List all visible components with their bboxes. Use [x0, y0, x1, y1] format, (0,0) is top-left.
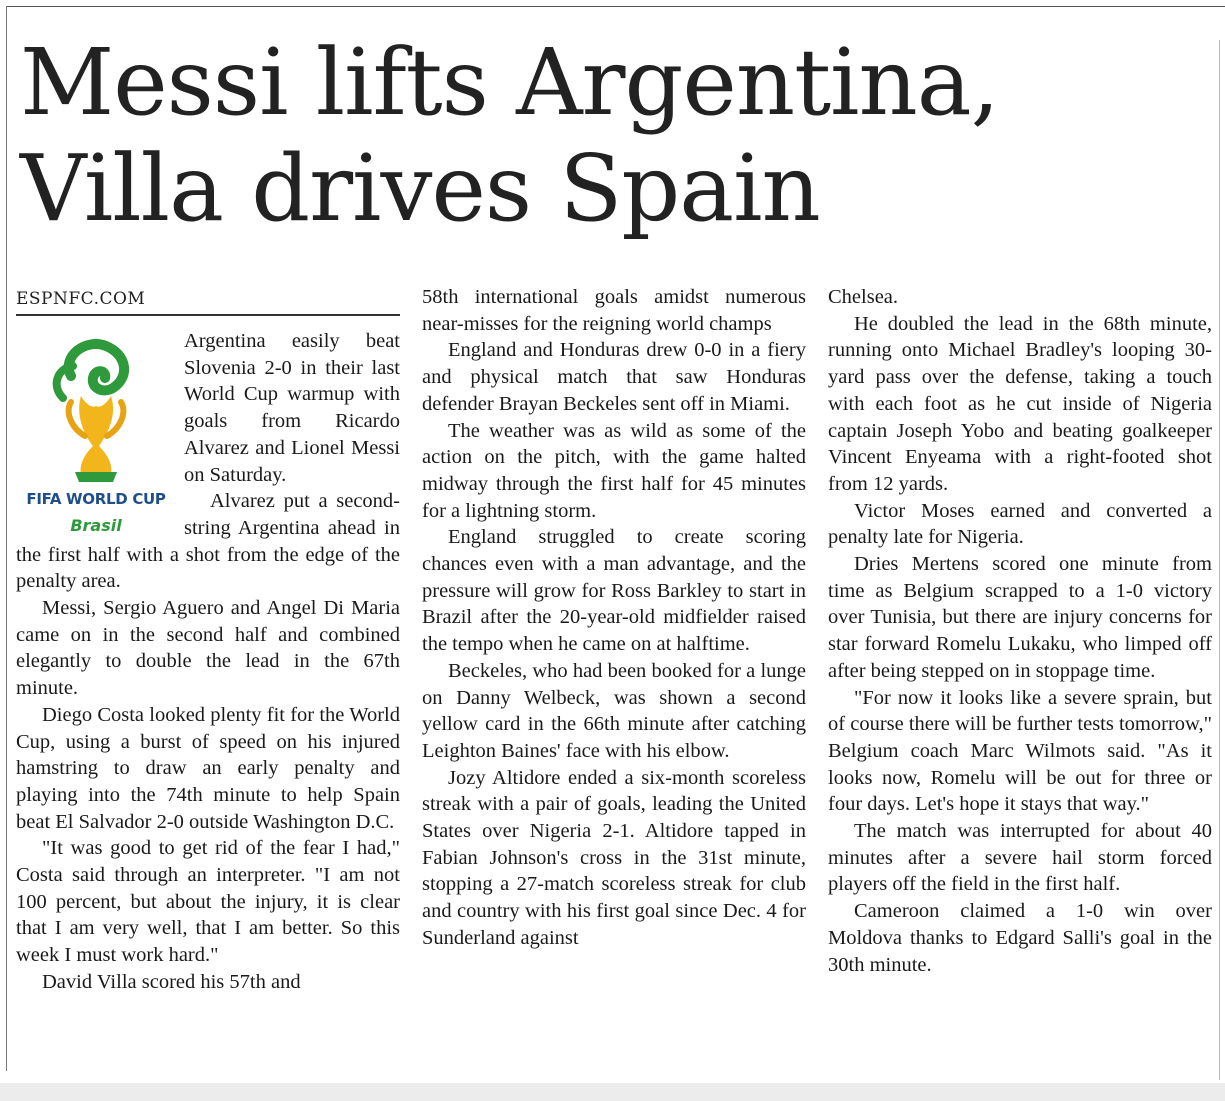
- logo-title: FIFA WORLD CUP: [26, 490, 166, 508]
- source-byline: ESPNFC.COM: [16, 289, 146, 309]
- paragraph: Argentina easily beat Slovenia 2-0 in their last World Cup warmup with goals from Ricardo Alvarez and Lionel Messi on Saturday.: [184, 330, 400, 486]
- paragraph: Chelsea.: [828, 286, 899, 308]
- left-rule: [6, 6, 7, 1071]
- paragraph: 58th international goals amidst numerous near-misses for the reigning world champs: [422, 286, 806, 335]
- paragraph: "For now it looks like a severe sprain, but of course there will be further tests tomorrow," Belgium coach Marc Wilmots said. "As it looks now, Romelu will be out for three or four days. Let's hope it stays that way.": [828, 686, 1212, 816]
- article-column-1: [16, 284, 400, 996]
- paragraph: England struggled to create scoring chances even with a man advantage, and the pressure will grow for Ross Barkley to start in Brazil after the 20-year-old midfielder raised the tempo when he came on at halftime.: [422, 526, 806, 656]
- paragraph: Alvarez put a second-string Argentina ahead in the first half with a shot from the edge of the penalty area.: [16, 490, 400, 593]
- headline: [20, 30, 1210, 242]
- logo-subtitle: Brasil: [70, 515, 122, 535]
- paragraph: Cameroon claimed a 1-0 win over Moldova thanks to Edgard Salli's goal in the 30th minute.: [828, 900, 1212, 976]
- paragraph: Messi, Sergio Aguero and Angel Di Maria came on in the second half and combined elegantly to double the lead in the 67th minute.: [16, 597, 400, 700]
- top-rule: [6, 6, 1225, 7]
- headline-line-2: Villa drives Spain: [20, 135, 820, 242]
- right-rule: [1219, 40, 1220, 1080]
- page-bottom-edge: [0, 1083, 1225, 1101]
- paragraph: Beckeles, who had been booked for a lunge on Danny Welbeck, was shown a second yellow card in the 66th minute after catching Leighton Baines' face with his elbow.: [422, 659, 806, 762]
- paragraph: "It was good to get rid of the fear I had," Costa said through an interpreter. "I am not 100 percent, but about the injury, it is clear that I am very well, that I am better. So this week I must work hard.": [16, 837, 400, 967]
- paragraph: The match was interrupted for about 40 minutes after a severe hail storm forced players off the field in the first half.: [828, 820, 1212, 896]
- paragraph: The weather was as wild as some of the action on the pitch, with the game halted midway through the first half for 45 minutes for a lightning storm.: [422, 419, 806, 522]
- headline-line-1: Messi lifts Argentina,: [20, 29, 999, 136]
- world-cup-logo: [16, 336, 176, 535]
- paragraph: England and Honduras drew 0-0 in a fiery and physical match that saw Honduras defender Brayan Beckeles sent off in Miami.: [422, 339, 806, 415]
- paragraph: Jozy Altidore ended a six-month scoreless streak with a pair of goals, leading the United States over Nigeria 2-1. Altidore tapped in Fabian Johnson's cross in the 31st minute, stopping a 27-match scoreless streak for club and country with his first goal since Dec. 4 for Sunderland against: [422, 766, 806, 949]
- article-column-3: [828, 284, 1212, 978]
- paragraph: David Villa scored his 57th and: [42, 970, 301, 993]
- paragraph: He doubled the lead in the 68th minute, running onto Michael Bradley's looping 30-yard pass over the defense, taking a touch with each foot as he cut inside of Nigeria captain Joseph Yobo and beating goalkeeper Vincent Enyeama with a right-footed shot from 12 yards.: [828, 312, 1212, 495]
- source-rule: [16, 314, 400, 316]
- paragraph: Diego Costa looked plenty fit for the World Cup, using a burst of speed on his injured hamstring to draw an early penalty and playing into the 74th minute to help Spain beat El Salvador 2-0 outside Washington D.C.: [16, 703, 400, 833]
- paragraph: Dries Mertens scored one minute from time as Belgium scrapped to a 1-0 victory over Tunisia, but there are injury concerns for star forward Romelu Lukaku, who limped off after being stepped on in stoppage time.: [828, 553, 1212, 682]
- fifa-world-cup-2014-logo-icon: [41, 336, 151, 484]
- paragraph: Victor Moses earned and converted a penalty late for Nigeria.: [828, 499, 1212, 549]
- article-column-2: [422, 284, 806, 952]
